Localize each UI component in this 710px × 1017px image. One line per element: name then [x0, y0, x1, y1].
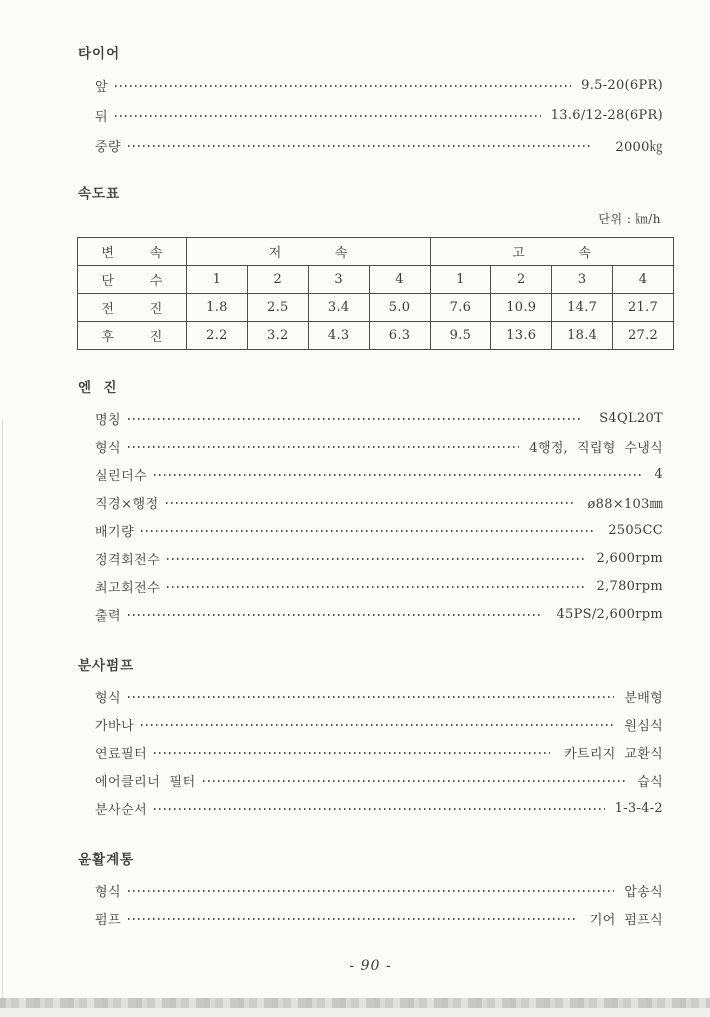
dot-leader [167, 586, 586, 588]
dot-leader [128, 446, 519, 448]
spec-label: 형식 [95, 440, 122, 456]
spec-label: 분사순서 [95, 802, 148, 818]
dot-leader [128, 614, 543, 616]
table-cell: 27.2 [613, 322, 674, 350]
table-cell: 2 [247, 266, 308, 294]
spec-row-engine-type [78, 432, 663, 460]
table-row-forward [78, 294, 674, 322]
dot-leader [154, 752, 550, 754]
spec-row-tire-weight [78, 130, 663, 160]
dot-leader [141, 724, 614, 726]
dot-leader [167, 558, 586, 560]
spec-label: 정격회전수 [95, 552, 161, 568]
spec-label: 최고회전수 [95, 580, 161, 596]
spec-value: 2,600rpm [596, 550, 663, 566]
spec-label: 앞 [95, 79, 109, 95]
spec-label: 배기량 [95, 524, 135, 540]
spec-value: 4행정, 직립형 수냉식 [529, 440, 663, 456]
spec-value: 2,780rpm [596, 578, 663, 594]
spec-row-engine-name [78, 404, 663, 432]
spec-row-tire-front [78, 70, 663, 100]
spec-row-tire-rear [78, 100, 663, 130]
table-cell: 21.7 [613, 294, 674, 322]
section-title-speed: 속도표 [78, 186, 121, 202]
spec-value: 45PS/2,600rpm [556, 606, 663, 622]
dot-leader [166, 502, 574, 504]
spec-value: S4QL20T [599, 410, 663, 426]
spec-label: 명칭 [95, 412, 122, 428]
table-cell: 7.6 [430, 294, 491, 322]
speed-table [77, 237, 674, 350]
dot-leader [154, 474, 644, 476]
table-cell: 4 [369, 266, 430, 294]
table-cell-label: 후 진 [78, 322, 187, 350]
section-title-tire: 타이어 [78, 46, 121, 62]
table-row-reverse [78, 322, 674, 350]
section-speed-table [78, 182, 663, 350]
table-cell: 2.5 [247, 294, 308, 322]
section-title-engine: 엔 진 [78, 380, 118, 396]
table-cell: 3.2 [247, 322, 308, 350]
section-gap [78, 350, 663, 376]
table-cell: 1 [187, 266, 248, 294]
spec-row-engine-max-rpm [78, 572, 663, 600]
spec-row-lube-pump [78, 904, 663, 932]
unit-label: 단위 : ㎞/h [598, 212, 661, 226]
table-cell: 10.9 [491, 294, 552, 322]
spec-value: ø88×103㎜ [587, 496, 663, 512]
spec-row-pump-type [78, 682, 663, 710]
spec-row-air-cleaner-filter [78, 766, 663, 794]
spec-row-lube-type [78, 876, 663, 904]
spec-label: 중량 [95, 139, 122, 155]
section-gap [78, 822, 663, 848]
table-cell: 3 [552, 266, 613, 294]
section-lubrication [78, 848, 663, 932]
spec-label: 실린더수 [95, 468, 148, 484]
spec-row-injection-order [78, 794, 663, 822]
spec-label: 출력 [95, 608, 122, 624]
section-gap [78, 628, 663, 654]
spec-label: 에어클리너 필터 [95, 774, 196, 790]
table-row-gear [78, 266, 674, 294]
scan-artifact-band [0, 998, 710, 1008]
spec-label: 직경×행정 [95, 496, 159, 512]
table-cell: 1.8 [187, 294, 248, 322]
scan-edge-line [2, 420, 3, 1007]
table-cell-low-speed: 저 속 [187, 238, 431, 266]
spec-label: 가바나 [95, 718, 135, 734]
spec-label: 연료필터 [95, 746, 148, 762]
dot-leader [115, 115, 541, 117]
section-title-lubrication: 윤활계통 [78, 852, 135, 868]
table-cell: 5.0 [369, 294, 430, 322]
table-cell: 14.7 [552, 294, 613, 322]
spec-value: 카트리지 교환식 [564, 746, 663, 762]
dot-leader [128, 418, 583, 420]
spec-label: 뒤 [95, 109, 109, 125]
page-number: - 90 - [349, 958, 392, 974]
section-title-injection-pump: 분사펌프 [78, 658, 135, 674]
table-cell: 13.6 [491, 322, 552, 350]
spec-value: 1-3-4-2 [614, 800, 663, 816]
spec-row-fuel-filter [78, 738, 663, 766]
dot-leader [141, 530, 594, 532]
table-cell: 9.5 [430, 322, 491, 350]
spec-value: 4 [654, 466, 663, 482]
table-cell: 18.4 [552, 322, 613, 350]
dot-leader [128, 918, 576, 920]
spec-label: 펌프 [95, 912, 122, 928]
table-cell-corner: 변 속 [78, 238, 187, 266]
spec-row-engine-bore-stroke [78, 488, 663, 516]
spec-row-engine-cylinders [78, 460, 663, 488]
dot-leader [203, 780, 628, 782]
page-content [78, 42, 663, 974]
section-tire [78, 42, 663, 160]
table-cell: 3.4 [308, 294, 369, 322]
spec-row-engine-output [78, 600, 663, 628]
spec-label: 형식 [95, 690, 122, 706]
spec-value: 습식 [637, 774, 663, 790]
table-cell: 6.3 [369, 322, 430, 350]
spec-value: 2505CC [608, 522, 663, 538]
dot-leader [128, 145, 593, 147]
table-cell: 2 [491, 266, 552, 294]
spec-label: 형식 [95, 884, 122, 900]
table-cell: 2.2 [187, 322, 248, 350]
table-row-header [78, 238, 674, 266]
spec-value: 압송식 [624, 884, 663, 900]
spec-value: 9.5-20(6PR) [581, 77, 663, 93]
spec-value: 분배형 [624, 690, 663, 706]
spec-value: 13.6/12-28(6PR) [550, 107, 663, 123]
scan-artifact-band-lower [0, 1008, 710, 1017]
table-cell: 4.3 [308, 322, 369, 350]
section-engine [78, 376, 663, 628]
table-cell-label: 전 진 [78, 294, 187, 322]
spec-row-engine-rated-rpm [78, 544, 663, 572]
table-cell-label: 단 수 [78, 266, 187, 294]
table-cell: 3 [308, 266, 369, 294]
spec-row-governor [78, 710, 663, 738]
dot-leader [128, 890, 614, 892]
table-cell: 1 [430, 266, 491, 294]
spec-row-engine-displacement [78, 516, 663, 544]
dot-leader [154, 808, 604, 810]
section-injection-pump [78, 654, 663, 822]
spec-value: 2000㎏ [615, 139, 663, 155]
section-gap [78, 160, 663, 182]
dot-leader [115, 85, 571, 87]
spec-value: 기어 펌프식 [589, 912, 663, 928]
dot-leader [128, 696, 614, 698]
table-cell-high-speed: 고 속 [430, 238, 674, 266]
table-cell: 4 [613, 266, 674, 294]
spec-value: 원심식 [624, 718, 663, 734]
